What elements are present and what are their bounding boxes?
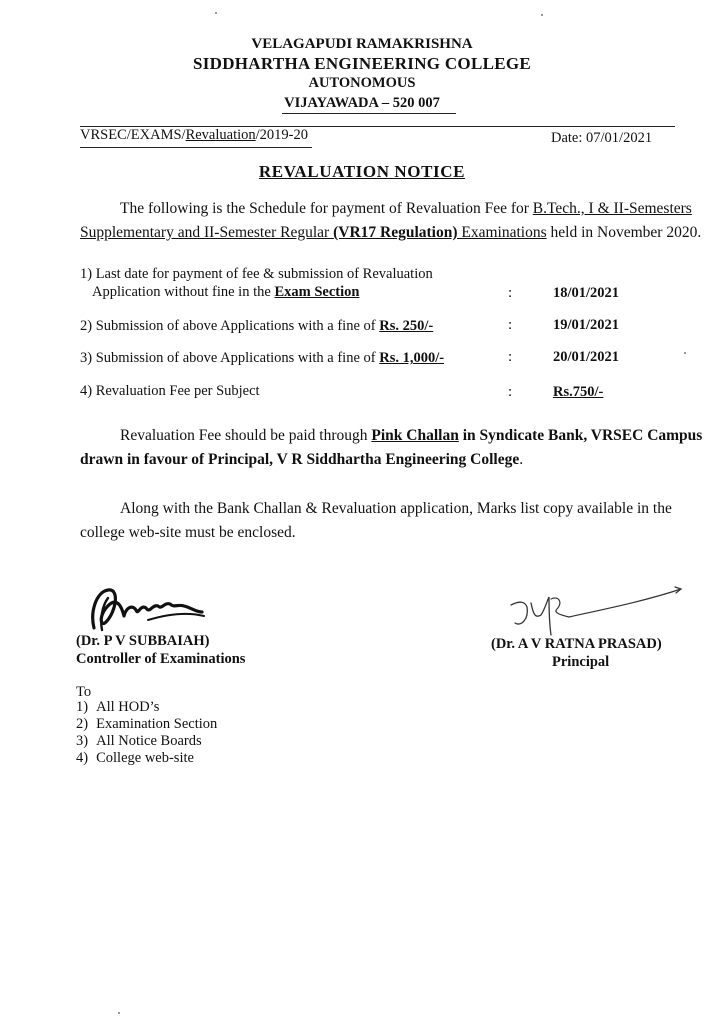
principal-name: (Dr. A V RATNA PRASAD) (491, 636, 662, 652)
schedule-item-4-colon: : (508, 384, 513, 400)
controller-name: (Dr. P V SUBBAIAH) (76, 633, 210, 649)
notice-title: REVALUATION NOTICE (258, 162, 466, 181)
autonomous-label: AUTONOMOUS (308, 75, 416, 91)
schedule-item-3-colon: : (508, 349, 513, 365)
distribution-item: 2) Examination Section (76, 716, 218, 732)
college-name-line1: VELAGAPUDI RAMAKRISHNA (251, 36, 473, 52)
distribution-item: 1) All HOD’s (76, 699, 160, 715)
distribution-to-label: To (76, 684, 92, 700)
schedule-item-4: 4) Revaluation Fee per Subject (80, 383, 260, 399)
reference-number: VRSEC/EXAMS/Revaluation/2019-20 (80, 127, 308, 143)
controller-designation: Controller of Examinations (76, 651, 246, 667)
header-underline (282, 113, 456, 114)
schedule-item-4-fee: Rs.750/- (553, 384, 604, 400)
distribution-item: 4) College web-site (76, 750, 194, 766)
schedule-item-1-line1: 1) Last date for payment of fee & submission of Revaluation (80, 266, 433, 282)
schedule-item-3-date: 20/01/2021 (553, 349, 620, 365)
college-name-line2: SIDDHARTHA ENGINEERING COLLEGE (192, 54, 532, 73)
payment-paragraph: Revaluation Fee should be paid through Pink Challan in Syndicate Bank, VRSEC Campus drawn in favour of Principal, V R Siddhartha Engineering College. (80, 427, 703, 468)
intro-paragraph: The following is the Schedule for payment of Revaluation Fee for B.Tech., I & II-Semesters Supplementary and II-Semester Regular (VR17 Regulation) Examinations held in November 2020. (80, 200, 702, 241)
schedule-item-1-date: 18/01/2021 (553, 285, 620, 301)
schedule-item-2-colon: : (508, 317, 513, 333)
schedule-item-2: 2) Submission of above Applications with a fine of Rs. 250/- (80, 318, 434, 334)
principal-signature (505, 585, 685, 640)
schedule-item-1-line2: Application without fine in the Exam Section (92, 284, 360, 300)
schedule-item-3: 3) Submission of above Applications with a fine of Rs. 1,000/- (80, 350, 445, 366)
schedule-item-1-colon: : (508, 285, 513, 301)
controller-signature (88, 582, 208, 634)
scan-speck (215, 12, 217, 14)
scan-speck (541, 14, 543, 16)
college-city: VIJAYAWADA – 520 007 (284, 95, 440, 111)
scan-speck (684, 352, 686, 354)
reference-rule-bottom (80, 147, 312, 148)
notice-date: Date: 07/01/2021 (551, 130, 653, 146)
principal-designation: Principal (552, 654, 610, 670)
scan-speck (118, 1012, 120, 1014)
schedule-item-2-date: 19/01/2021 (553, 317, 620, 333)
distribution-item: 3) All Notice Boards (76, 733, 202, 749)
enclosure-paragraph: Along with the Bank Challan & Revaluation application, Marks list copy available in the college web-site must be enclosed. (80, 500, 672, 541)
